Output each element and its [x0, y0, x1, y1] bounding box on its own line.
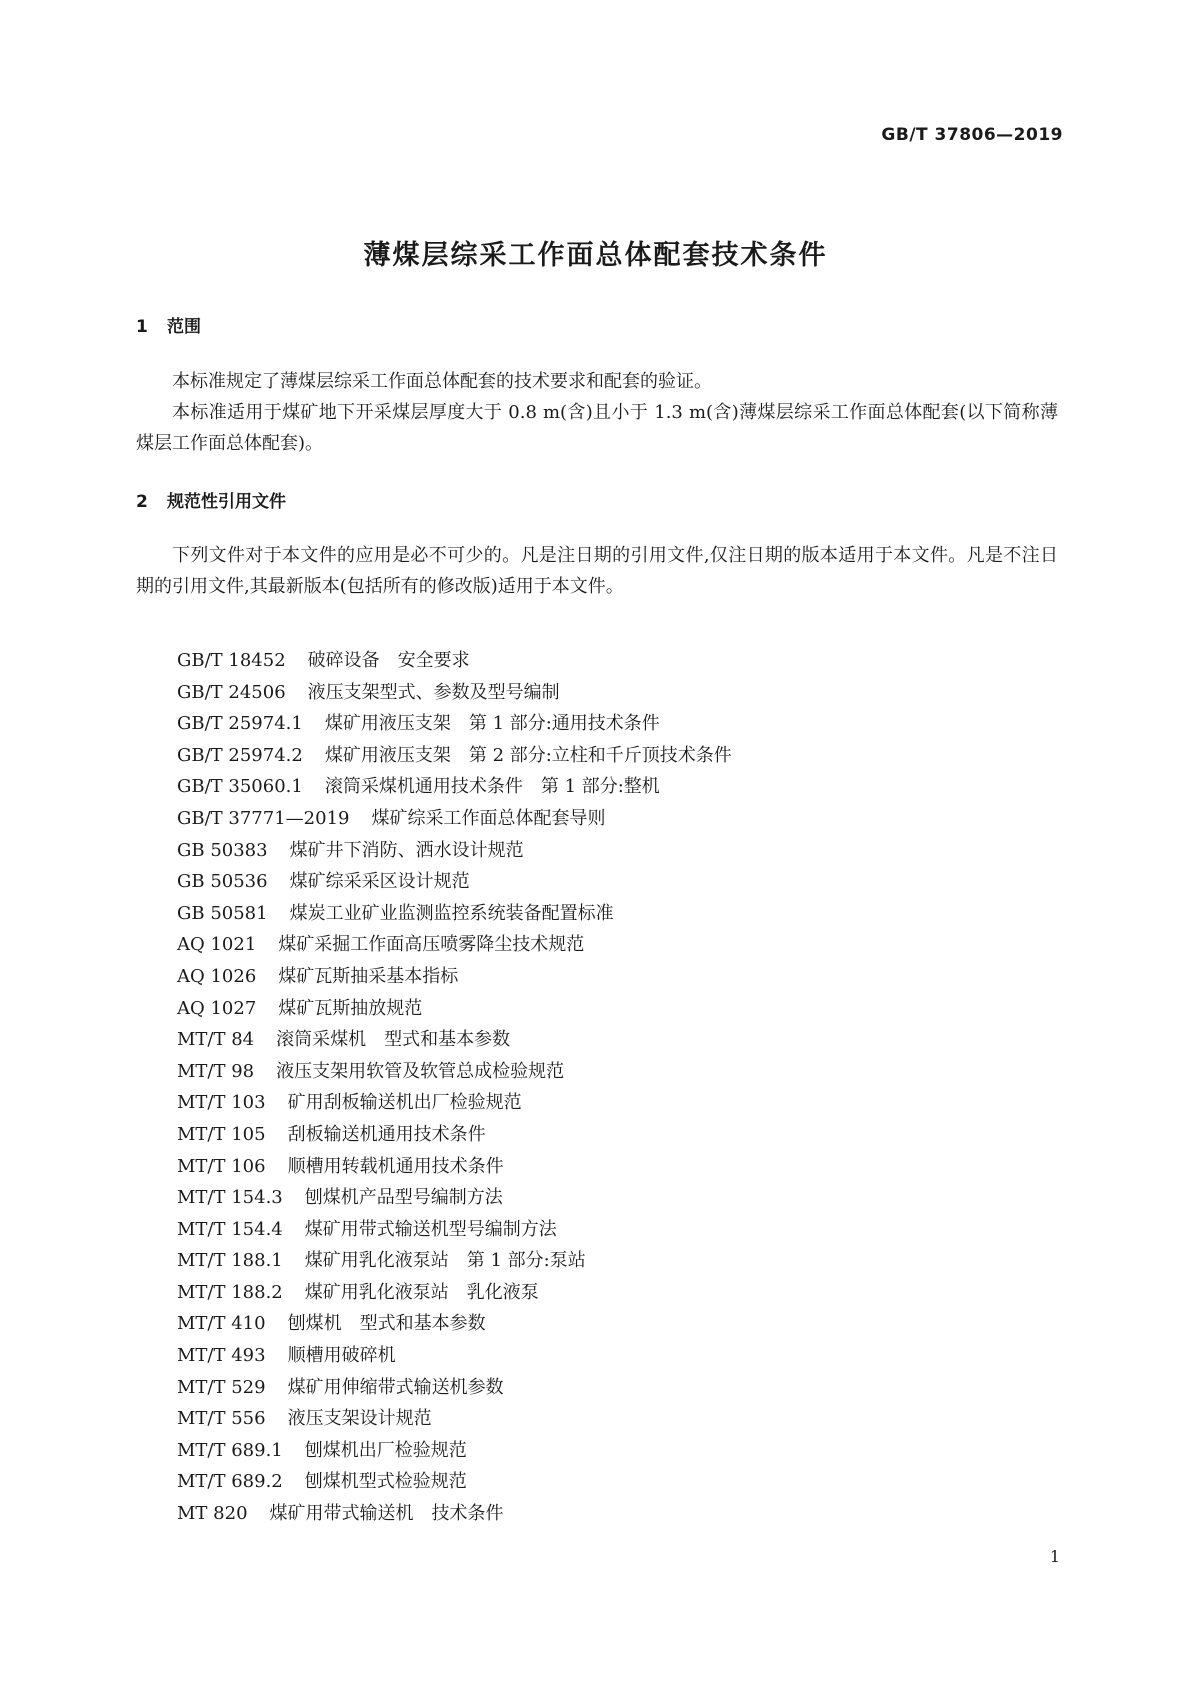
- reference-code: MT/T 493: [177, 1345, 266, 1367]
- reference-title: 煤矿综采采区设计规范: [289, 871, 470, 893]
- section-number: 1: [136, 317, 148, 337]
- reference-code: GB/T 37771—2019: [177, 807, 350, 829]
- reference-item: [177, 1403, 732, 1435]
- reference-title: 煤矿用液压支架 第 1 部分:通用技术条件: [324, 713, 660, 735]
- reference-item: [177, 1277, 732, 1309]
- reference-code: MT 820: [177, 1503, 248, 1525]
- reference-item: [177, 1024, 732, 1056]
- paragraph: 本标准规定了薄煤层综采工作面总体配套的技术要求和配套的验证。: [172, 371, 712, 392]
- reference-code: MT/T 98: [177, 1060, 255, 1082]
- reference-code: AQ 1027: [177, 997, 257, 1019]
- reference-item: [177, 1119, 732, 1151]
- reference-code: MT/T 154.3: [177, 1187, 283, 1209]
- reference-item: [177, 677, 732, 709]
- section-1-heading: [136, 312, 201, 337]
- reference-item: [177, 1214, 732, 1246]
- reference-code: AQ 1021: [177, 934, 257, 956]
- document-title: 薄煤层综采工作面总体配套技术条件: [363, 240, 828, 271]
- reference-title: 煤矿用液压支架 第 2 部分:立柱和千斤顶技术条件: [324, 744, 732, 766]
- reference-title: 煤矿用乳化液泵站 乳化液泵: [304, 1281, 539, 1303]
- section-title: 范围: [167, 317, 201, 337]
- reference-title: 顺槽用转载机通用技术条件: [287, 1155, 504, 1177]
- reference-title: 刨煤机型式检验规范: [304, 1471, 467, 1493]
- reference-code: MT/T 689.2: [177, 1471, 283, 1493]
- reference-code: GB 50581: [177, 902, 268, 924]
- reference-item: [177, 1308, 732, 1340]
- reference-title: 液压支架用软管及软管总成检验规范: [276, 1060, 565, 1082]
- reference-code: MT/T 105: [177, 1123, 266, 1145]
- reference-code: MT/T 689.1: [177, 1439, 283, 1461]
- reference-item: [177, 1498, 732, 1530]
- reference-title: 煤矿用带式输送机型号编制方法: [304, 1218, 557, 1240]
- reference-item: [177, 1245, 732, 1277]
- reference-code: MT/T 188.1: [177, 1250, 283, 1272]
- reference-title: 煤矿用乳化液泵站 第 1 部分:泵站: [304, 1250, 586, 1272]
- reference-code: MT/T 103: [177, 1092, 266, 1114]
- reference-item: [177, 1466, 732, 1498]
- reference-code: GB/T 25974.1: [177, 713, 303, 735]
- reference-title: 煤矿采掘工作面高压喷雾降尘技术规范: [278, 934, 585, 956]
- reference-title: 刨煤机 型式和基本参数: [287, 1313, 486, 1335]
- reference-item: [177, 1182, 732, 1214]
- reference-title: 矿用刮板输送机出厂检验规范: [287, 1092, 522, 1114]
- reference-item: [177, 993, 732, 1025]
- reference-code: MT/T 410: [177, 1313, 266, 1335]
- reference-code: MT/T 188.2: [177, 1281, 283, 1303]
- reference-code: AQ 1026: [177, 965, 257, 987]
- reference-item: [177, 961, 732, 993]
- paragraph: 本标准适用于煤矿地下开采煤层厚度大于 0.8 m(含)且小于 1.3 m(含)薄煤层综采工作面总体配套(以下简称薄煤层工作面总体配套)。: [136, 402, 1058, 454]
- reference-item: [177, 1151, 732, 1183]
- normative-reference-list: [177, 645, 732, 1530]
- reference-item: [177, 1435, 732, 1467]
- reference-title: 煤矿瓦斯抽采基本指标: [278, 965, 459, 987]
- reference-code: GB/T 24506: [177, 681, 286, 703]
- reference-code: MT/T 529: [177, 1376, 266, 1398]
- reference-title: 煤矿综采工作面总体配套导则: [371, 807, 606, 829]
- paragraph: 下列文件对于本文件的应用是必不可少的。凡是注日期的引用文件,仅注日期的版本适用于本文件。凡是不注日期的引用文件,其最新版本(包括所有的修改版)适用于本文件。: [136, 545, 1058, 597]
- reference-title: 煤矿井下消防、洒水设计规范: [289, 839, 524, 861]
- section-2-heading: [136, 487, 286, 512]
- reference-item: [177, 898, 732, 930]
- reference-item: [177, 835, 732, 867]
- reference-code: MT/T 556: [177, 1408, 266, 1430]
- reference-title: 液压支架型式、参数及型号编制: [307, 681, 560, 703]
- section-number: 2: [136, 492, 148, 512]
- section-title: 规范性引用文件: [167, 492, 286, 512]
- reference-code: GB 50383: [177, 839, 268, 861]
- reference-item: [177, 929, 732, 961]
- reference-item: [177, 740, 732, 772]
- standard-code: GB/T 37806—2019: [881, 125, 1063, 145]
- reference-item: [177, 645, 732, 677]
- page-number: 1: [1049, 1547, 1060, 1566]
- reference-title: 滚筒采煤机通用技术条件 第 1 部分:整机: [324, 776, 660, 798]
- reference-item: [177, 1087, 732, 1119]
- reference-item: [177, 1056, 732, 1088]
- reference-title: 滚筒采煤机 型式和基本参数: [276, 1029, 511, 1051]
- reference-title: 煤矿瓦斯抽放规范: [278, 997, 423, 1019]
- reference-item: [177, 803, 732, 835]
- reference-item: [177, 1340, 732, 1372]
- reference-code: GB/T 25974.2: [177, 744, 303, 766]
- reference-code: MT/T 106: [177, 1155, 266, 1177]
- reference-code: GB/T 35060.1: [177, 776, 303, 798]
- reference-title: 刨煤机产品型号编制方法: [304, 1187, 503, 1209]
- reference-title: 煤矿用伸缩带式输送机参数: [287, 1376, 504, 1398]
- reference-item: [177, 1372, 732, 1404]
- reference-title: 顺槽用破碎机: [287, 1345, 396, 1367]
- reference-title: 刮板输送机通用技术条件: [287, 1123, 486, 1145]
- reference-code: MT/T 84: [177, 1029, 255, 1051]
- reference-title: 破碎设备 安全要求: [307, 650, 470, 671]
- reference-item: [177, 866, 732, 898]
- reference-item: [177, 708, 732, 740]
- reference-title: 刨煤机出厂检验规范: [304, 1439, 467, 1461]
- reference-code: GB/T 18452: [177, 650, 286, 671]
- reference-title: 煤矿用带式输送机 技术条件: [269, 1503, 504, 1525]
- reference-title: 煤炭工业矿业监测监控系统装备配置标准: [289, 902, 614, 924]
- reference-item: [177, 771, 732, 803]
- reference-title: 液压支架设计规范: [287, 1408, 432, 1430]
- reference-code: GB 50536: [177, 871, 268, 893]
- reference-code: MT/T 154.4: [177, 1218, 283, 1240]
